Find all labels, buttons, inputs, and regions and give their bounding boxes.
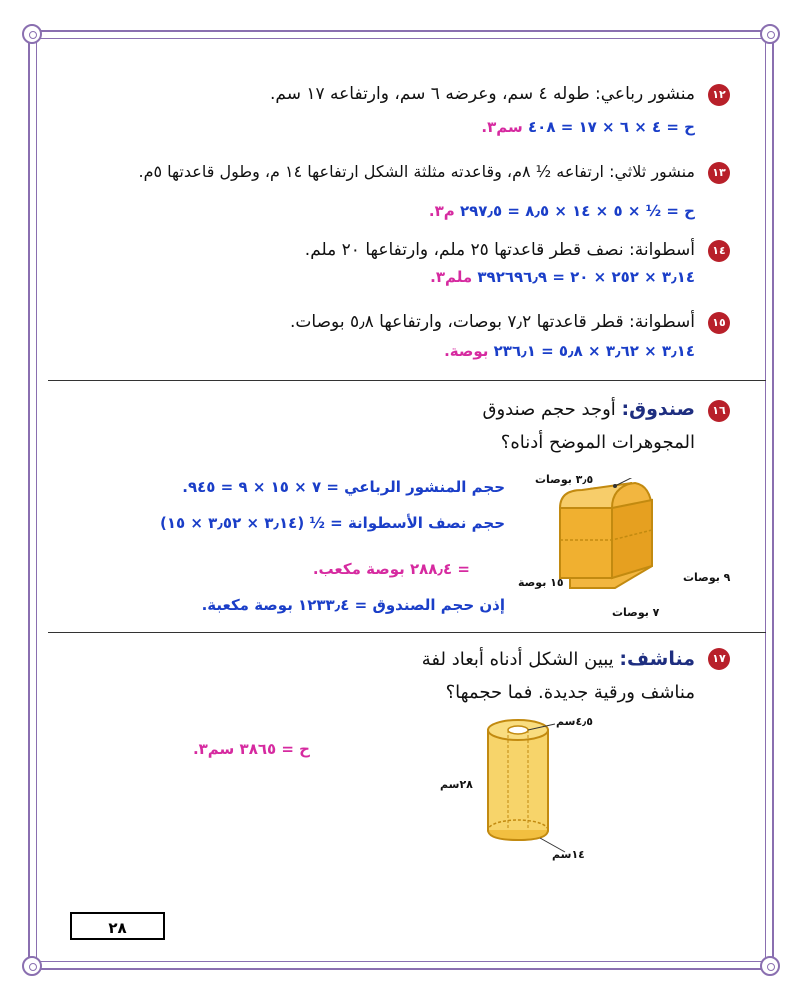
problem-number-badge: ١٥	[708, 312, 730, 334]
label-outer-radius: ١٤سم	[552, 848, 585, 861]
solution-line: حجم المنشور الرباعي = ٧ × ١٥ × ٩ = ٩٤٥.	[182, 478, 505, 496]
problem-text: منشور ثلاثي: ارتفاعه ½ ٨م، وقاعدته مثلثة الشكل ارتفاعها ١٤ م، وطول قاعدتها ٥م.	[138, 162, 695, 181]
problem-heading	[422, 648, 695, 670]
answer-unit: م٣.	[428, 202, 460, 220]
answer-unit: بوصة.	[444, 342, 494, 360]
problem-text: المجوهرات الموضح أدناه؟	[500, 432, 695, 453]
problem-title: صندوق:	[621, 398, 695, 420]
answer-expression: ح = ½ × ٥ × ١٤ × ٨٫٥ = ٢٩٧٫٥	[459, 202, 695, 220]
corner-ornament	[22, 24, 42, 44]
problem-text: أسطوانة: قطر قاعدتها ٧٫٢ بوصات، وارتفاعها ٥٫٨ بوصات.	[290, 312, 695, 332]
problem-text: منشور رباعي: طوله ٤ سم، وعرضه ٦ سم، وارتفاعه ١٧ سم.	[269, 84, 695, 104]
problem-number-badge: ١٦	[708, 400, 730, 422]
problem-text: أسطوانة: نصف قطر قاعدتها ٢٥ ملم، وارتفاعها ٢٠ ملم.	[304, 240, 695, 260]
label-width: ٧ بوصات	[612, 606, 660, 619]
corner-ornament	[22, 956, 42, 976]
corner-ornament	[760, 956, 780, 976]
answer-unit: ملم٣.	[430, 268, 478, 286]
answer-expression: ح = ٤ × ٦ × ١٧ = ٤٠٨	[528, 118, 695, 136]
section-divider	[48, 632, 766, 633]
problem-text: مناشف ورقية جديدة. فما حجمها؟	[445, 682, 695, 703]
solution-line: حجم نصف الأسطوانة = ½ (٣٫١٤ × ٣٫٥٢ × ١٥)	[159, 514, 505, 532]
problem-answer	[481, 118, 695, 136]
label-height: ٩ بوصات	[683, 571, 731, 584]
problem-text: يبين الشكل أدناه أبعاد لفة	[421, 649, 620, 670]
problem-text: أوجد حجم صندوق	[482, 399, 622, 420]
label-inner-radius: ٤٫٥سم	[556, 715, 593, 728]
answer-unit: سم٣.	[481, 118, 529, 136]
solution-line: ح = ٣٨٦٥ سم٣.	[192, 740, 310, 758]
problem-number-badge: ١٢	[708, 84, 730, 106]
label-height: ٢٨سم	[440, 778, 473, 791]
solution-line: = ٢٨٨٫٤ بوصة مكعب.	[312, 560, 470, 578]
solution-line: إذن حجم الصندوق = ١٢٣٣٫٤ بوصة مكعبة.	[201, 596, 505, 614]
problem-number-badge: ١٧	[708, 648, 730, 670]
problem-answer	[429, 202, 695, 220]
problem-answer	[430, 268, 695, 286]
answer-expression: ٣٫١٤ × ٣٫٦٢ × ٥٫٨ = ٢٣٦٫١	[493, 342, 695, 360]
problem-answer	[444, 342, 695, 360]
page-number: ٢٨	[70, 912, 165, 940]
problem-number-badge: ١٣	[708, 162, 730, 184]
section-divider	[48, 380, 766, 381]
paper-towel-roll-figure	[470, 710, 600, 860]
label-length: ١٥ بوصة	[518, 576, 564, 589]
corner-ornament	[760, 24, 780, 44]
problem-title: مناشف:	[619, 648, 695, 670]
answer-expression: ٣٫١٤ × ٢٥٢ × ٢٠ = ٣٩٢٦٩٦٫٩	[477, 268, 695, 286]
problem-number-badge: ١٤	[708, 240, 730, 262]
label-radius: ٣٫٥ بوصات	[535, 473, 594, 486]
problem-heading	[483, 398, 695, 420]
